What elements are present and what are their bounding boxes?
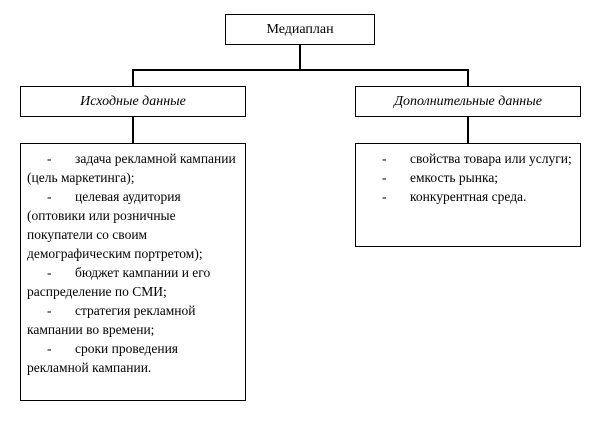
list-item [27, 263, 239, 301]
connector-left-stub [132, 69, 134, 86]
list-item-text: сроки проведения рекламной кампании. [27, 341, 179, 375]
connector-horizontal [132, 69, 469, 71]
list-item [27, 187, 239, 263]
list-item [27, 301, 239, 339]
list-item [27, 149, 239, 187]
root-node-label: Медиаплан [266, 21, 334, 37]
list-item [27, 339, 239, 377]
right-branch-header [355, 86, 581, 117]
left-branch-header [20, 86, 246, 117]
bullet-dash: - [47, 265, 52, 280]
root-node [225, 14, 375, 45]
bullet-dash: - [47, 151, 52, 166]
connector-right-vertical [467, 117, 469, 143]
bullet-dash: - [47, 303, 52, 318]
list-item [362, 168, 574, 187]
list-item-text: бюджет кампании и его распределение по СМИ; [27, 265, 211, 299]
list-item-text: задача рекламной кампании (цель маркетинга); [27, 151, 236, 185]
bullet-dash: - [382, 189, 387, 204]
bullet-dash: - [47, 189, 52, 204]
bullet-dash: - [47, 341, 52, 356]
bullet-dash: - [382, 170, 387, 185]
list-item-text: емкость рынка; [410, 170, 499, 185]
connector-right-stub [467, 69, 469, 86]
list-item [362, 149, 574, 168]
connector-root-vertical [299, 45, 301, 70]
connector-left-vertical [132, 117, 134, 143]
right-branch-header-label: Дополнительные данные [394, 93, 542, 109]
list-item-text: свойства товара или услуги; [410, 151, 572, 166]
left-branch-content [20, 143, 246, 401]
list-item [362, 187, 574, 206]
list-item-text: конкурентная среда. [410, 189, 527, 204]
bullet-dash: - [382, 151, 387, 166]
right-branch-content [355, 143, 581, 247]
list-item-text: стратегия рекламной кампании во времени; [27, 303, 196, 337]
left-branch-header-label: Исходные данные [80, 93, 186, 109]
list-item-text: целевая аудитория (оптовики или розничные покупатели со своим демографическим портретом); [27, 189, 203, 261]
